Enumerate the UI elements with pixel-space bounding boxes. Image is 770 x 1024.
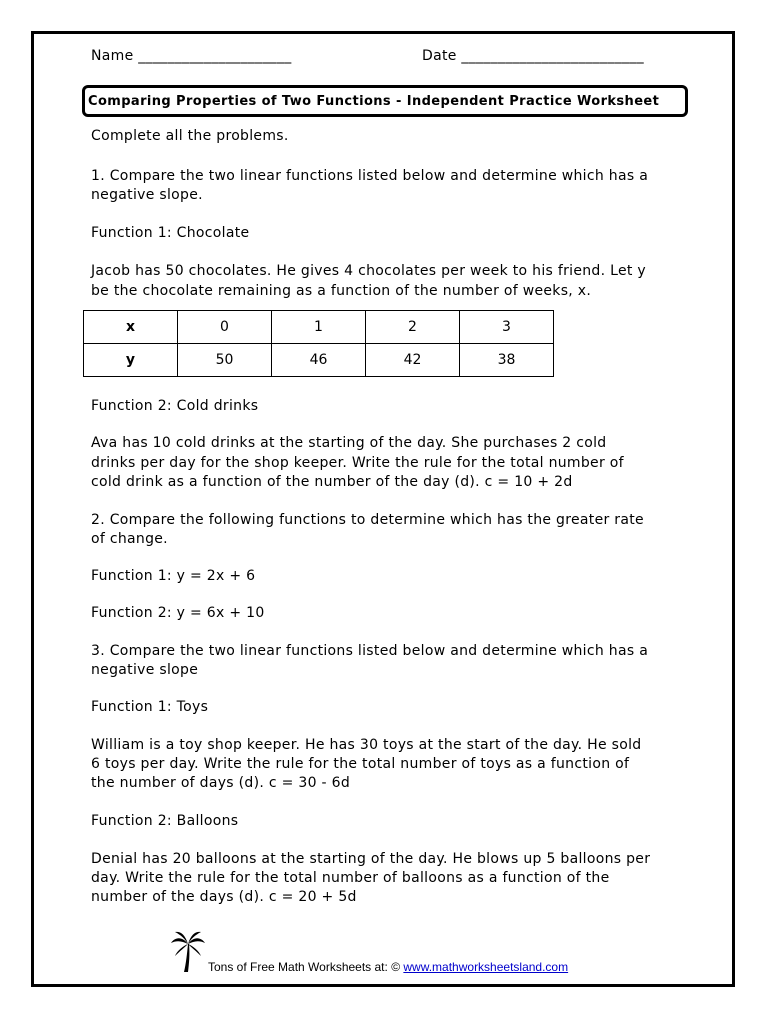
q2-line1: 2. Compare the following functions to determine which has the greater rate <box>91 512 644 528</box>
q3-function1-text3: the number of days (d). c = 30 - 6d <box>91 775 351 791</box>
chocolate-table <box>83 310 554 377</box>
name-field-label: Name _____________________ <box>91 48 292 64</box>
table-cell: 38 <box>460 344 554 377</box>
q2-function1: Function 1: y = 2x + 6 <box>91 568 256 584</box>
table-row-x <box>84 311 554 344</box>
palm-tree-icon <box>170 930 206 974</box>
table-cell: 46 <box>272 344 366 377</box>
table-cell: 2 <box>366 311 460 344</box>
q1-function1-text2: be the chocolate remaining as a function of the number of weeks, x. <box>91 283 592 299</box>
instructions: Complete all the problems. <box>91 128 289 144</box>
q3-function2-text2: day. Write the rule for the total number of balloons as a function of the <box>91 870 610 886</box>
table-header-y: y <box>84 344 178 377</box>
table-cell: 50 <box>178 344 272 377</box>
q3-function2-text3: number of the days (d). c = 20 + 5d <box>91 889 357 905</box>
table-header-x: x <box>84 311 178 344</box>
q2-function2: Function 2: y = 6x + 10 <box>91 605 265 621</box>
q1-function2-label: Function 2: Cold drinks <box>91 398 259 414</box>
date-field-label: Date _________________________ <box>422 48 644 64</box>
q3-function1-label: Function 1: Toys <box>91 699 209 715</box>
q1-function1-text1: Jacob has 50 chocolates. He gives 4 chocolates per week to his friend. Let y <box>91 263 647 279</box>
q1-function2-text2: drinks per day for the shop keeper. Write the rule for the total number of <box>91 455 624 471</box>
table-cell: 3 <box>460 311 554 344</box>
q1-function2-text3: cold drink as a function of the number of the day (d). c = 10 + 2d <box>91 474 573 490</box>
q3-function1-text2: 6 toys per day. Write the rule for the total number of toys as a function of <box>91 756 630 772</box>
table-cell: 42 <box>366 344 460 377</box>
worksheet-title: Comparing Properties of Two Functions - Independent Practice Worksheet <box>88 94 660 109</box>
q1-line2: negative slope. <box>91 187 203 203</box>
q3-function1-text1: William is a toy shop keeper. He has 30 toys at the start of the day. He sold <box>91 737 642 753</box>
q3-function2-text1: Denial has 20 balloons at the starting of the day. He blows up 5 balloons per <box>91 851 651 867</box>
table-cell: 0 <box>178 311 272 344</box>
table-cell: 1 <box>272 311 366 344</box>
footer <box>208 960 568 974</box>
q1-line1: 1. Compare the two linear functions listed below and determine which has a <box>91 168 649 184</box>
q1-function1-label: Function 1: Chocolate <box>91 225 250 241</box>
q3-line1: 3. Compare the two linear functions listed below and determine which has a <box>91 643 649 659</box>
q3-function2-label: Function 2: Balloons <box>91 813 239 829</box>
q2-line2: of change. <box>91 531 168 547</box>
q3-line2: negative slope <box>91 662 199 678</box>
footer-link[interactable]: www.mathworksheetsland.com <box>403 960 569 974</box>
table-row-y <box>84 344 554 377</box>
q1-function2-text1: Ava has 10 cold drinks at the starting of the day. She purchases 2 cold <box>91 435 607 451</box>
footer-text: Tons of Free Math Worksheets at: © <box>208 960 404 974</box>
